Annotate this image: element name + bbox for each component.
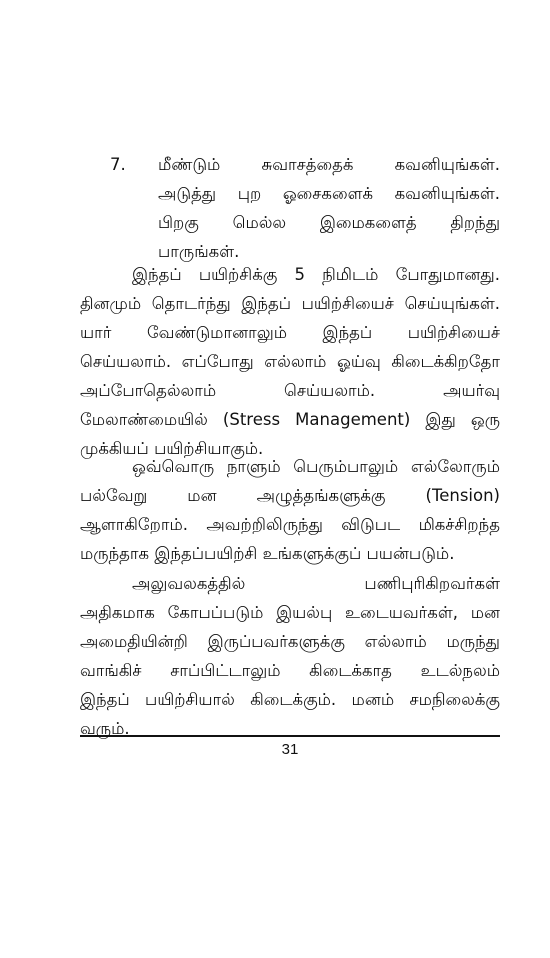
text-line: ஆளாகிறோம். அவற்றிலிருந்து விடுபட மிகச்சிறந்த [80, 515, 500, 534]
paragraph-3 [80, 569, 500, 743]
text-line: தினமும் தொடர்ந்து இந்தப் பயிற்சியைச் செய்யுங்கள். [80, 294, 500, 313]
numbered-item-7 [110, 150, 500, 266]
text-line: இந்தப் பயிற்சியால் கிடைக்கும். மனம் சமநிலைக்கு [80, 690, 500, 709]
text-line: பாருங்கள். [158, 242, 240, 261]
text-line: மருந்தாக இந்தப்பயிற்சி உங்களுக்குப் பயன்படும். [80, 544, 455, 563]
text-line: ஒவ்வொரு நாளும் பெரும்பாலும் எல்லோரும் [132, 457, 500, 476]
text-line: மேலாண்மையில் (Stress Management) இது ஒரு [80, 410, 500, 429]
footer-divider [80, 735, 500, 737]
item-text [158, 150, 500, 266]
text-line: அதிகமாக கோபப்படும் இயல்பு உடையவர்கள், மன [80, 603, 500, 622]
text-line: பிறகு மெல்ல இமைகளைத் திறந்து [158, 213, 500, 232]
text-line: அமைதியின்றி இருப்பவர்களுக்கு எல்லாம் மருந்து [80, 632, 500, 651]
text-line: இந்தப் பயிற்சிக்கு 5 நிமிடம் போதுமானது. [132, 265, 500, 284]
text-line: யார் வேண்டுமானாலும் இந்தப் பயிற்சியைச் [80, 323, 500, 342]
text-line: செய்யலாம். எப்போது எல்லாம் ஓய்வு கிடைக்கிறதோ [80, 352, 500, 371]
paragraph-1 [80, 260, 500, 463]
text-line: முக்கியப் பயிற்சியாகும். [80, 439, 264, 458]
text-line: அலுவலகத்தில் பணிபுரிகிறவர்கள் [132, 574, 500, 593]
text-line: வாங்கிச் சாப்பிட்டாலும் கிடைக்காத உடல்நலம் [80, 661, 500, 680]
text-line: அடுத்து புற ஓசைகளைக் கவனியுங்கள். [158, 184, 500, 203]
item-number: 7. [110, 155, 126, 174]
text-line: மீண்டும் சுவாசத்தைக் கவனியுங்கள். [158, 155, 500, 174]
paragraph-2 [80, 452, 500, 568]
text-line: பல்வேறு மன அழுத்தங்களுக்கு (Tension) [80, 486, 500, 505]
page-number: 31 [281, 741, 299, 758]
text-line: வரும். [80, 719, 130, 738]
text-line: அப்போதெல்லாம் செய்யலாம். அயர்வு [80, 381, 500, 400]
